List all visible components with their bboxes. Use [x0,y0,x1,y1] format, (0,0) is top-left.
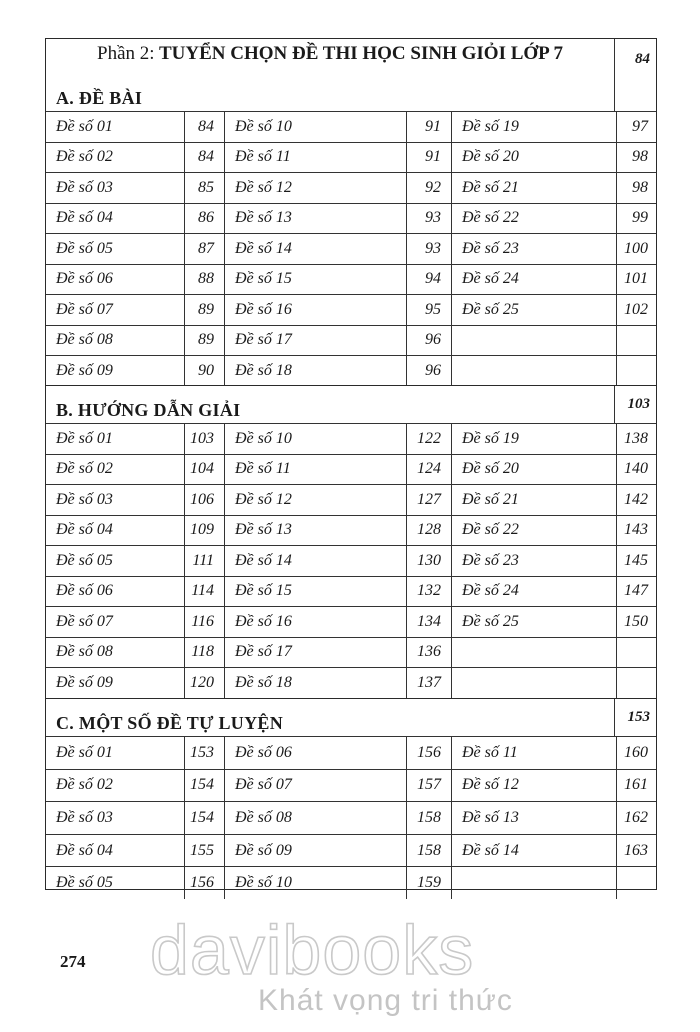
entry-page: 156 [406,737,451,769]
table-row [46,515,656,546]
table-row [46,203,656,234]
entry-label: Đề số 13 [224,516,406,546]
entry-page: 153 [184,737,224,769]
entry-label: Đề số 07 [224,770,406,802]
entry-label: Đề số 06 [224,737,406,769]
entry-label: Đề số 12 [224,485,406,515]
table-of-contents [45,38,657,890]
entry-label: Đề số 05 [56,874,113,892]
entry-label: Đề số 24 [451,265,616,295]
entry-label: Đề số 02 [56,148,113,166]
table-row [46,325,656,356]
table-row [46,606,656,637]
entry-label [451,638,616,668]
section-heading: B. HƯỚNG DẪN GIẢI [56,400,241,420]
entry-label: Đề số 21 [451,485,616,515]
entry-label: Đề số 20 [451,143,616,173]
entry-label: Đề số 15 [224,265,406,295]
entry-label: Đề số 07 [56,612,113,630]
entry-label: Đề số 04 [56,521,113,539]
entry-page: 103 [184,424,224,454]
entry-page: 84 [184,143,224,173]
entry-page: 88 [184,265,224,295]
entry-label: Đề số 20 [451,455,616,485]
entry-page: 118 [184,638,224,668]
section-header [46,385,656,423]
entry-page: 137 [406,668,451,698]
entry-page: 124 [406,455,451,485]
entry-label [451,326,616,356]
table-row [46,834,656,867]
entry-page [616,326,658,356]
table-row [46,172,656,203]
entry-label: Đề số 11 [224,143,406,173]
entry-label: Đề số 03 [56,808,113,826]
entry-page: 92 [406,173,451,203]
entry-page: 116 [184,607,224,637]
entry-label: Đề số 01 [56,743,113,761]
entry-page: 128 [406,516,451,546]
entry-label: Đề số 25 [451,295,616,325]
entry-page: 154 [184,802,224,834]
entry-label: Đề số 18 [224,668,406,698]
entry-page: 158 [406,835,451,867]
entry-page: 104 [184,455,224,485]
entry-label: Đề số 12 [451,770,616,802]
section-header [46,698,656,736]
entry-label: Đề số 11 [224,455,406,485]
table-row [46,355,656,386]
table-row [46,576,656,607]
entry-label: Đề số 08 [224,802,406,834]
entry-page: 138 [616,424,658,454]
entry-page: 109 [184,516,224,546]
entry-page: 94 [406,265,451,295]
entry-label: Đề số 18 [224,356,406,386]
entry-label: Đề số 02 [56,460,113,478]
entry-page: 102 [616,295,658,325]
entry-page: 154 [184,770,224,802]
entry-page: 120 [184,668,224,698]
entry-label: Đề số 06 [56,270,113,288]
section-page-number: 84 [614,39,656,111]
entry-label: Đề số 13 [451,802,616,834]
entry-label: Đề số 14 [224,234,406,264]
part-title-text: TUYỂN CHỌN ĐỀ THI HỌC SINH GIỎI LỚP 7 [158,43,563,64]
entry-page: 163 [616,835,658,867]
entry-label: Đề số 14 [451,835,616,867]
entry-page: 86 [184,204,224,234]
entry-label: Đề số 23 [451,546,616,576]
entry-page: 155 [184,835,224,867]
entry-page: 99 [616,204,658,234]
entry-label: Đề số 13 [224,204,406,234]
entry-label: Đề số 06 [56,582,113,600]
entry-label [451,867,616,899]
entry-page: 145 [616,546,658,576]
entry-page: 147 [616,577,658,607]
entry-page: 157 [406,770,451,802]
entry-label: Đề số 04 [56,209,113,227]
entry-label: Đề số 19 [451,424,616,454]
entry-label: Đề số 10 [224,424,406,454]
entry-page: 98 [616,173,658,203]
entry-page: 87 [184,234,224,264]
entry-label: Đề số 14 [224,546,406,576]
entry-page: 97 [616,112,658,142]
entry-label: Đề số 02 [56,776,113,794]
entry-page: 91 [406,112,451,142]
entry-page: 84 [184,112,224,142]
entry-label: Đề số 10 [224,112,406,142]
entry-page [616,867,658,899]
entry-page: 91 [406,143,451,173]
entry-label: Đề số 10 [224,867,406,899]
entry-page: 134 [406,607,451,637]
entry-page: 142 [616,485,658,515]
part-title-prefix: Phần 2: [97,43,155,64]
entry-label: Đề số 04 [56,841,113,859]
entry-page: 158 [406,802,451,834]
entry-label: Đề số 23 [451,234,616,264]
entry-label: Đề số 08 [56,643,113,661]
table-row [46,637,656,668]
entry-label: Đề số 19 [451,112,616,142]
entry-page: 96 [406,356,451,386]
entry-label: Đề số 17 [224,638,406,668]
entry-page [616,356,658,386]
entry-label [451,668,616,698]
table-row [46,264,656,295]
table-row [46,769,656,802]
entry-page: 160 [616,737,658,769]
section-page-number: 153 [614,699,656,736]
section-heading: A. ĐỀ BÀI [56,88,143,108]
page-number: 274 [60,952,86,971]
entry-page: 127 [406,485,451,515]
table-row [46,142,656,173]
table-row [46,736,656,769]
entry-page [616,668,658,698]
entry-label: Đề số 09 [56,673,113,691]
entry-page [616,638,658,668]
entry-label: Đề số 08 [56,331,113,349]
entry-label: Đề số 03 [56,178,113,196]
entry-page: 93 [406,234,451,264]
entry-page: 85 [184,173,224,203]
part-title [46,43,614,65]
entry-page: 98 [616,143,658,173]
section-header [46,39,656,111]
entry-page: 136 [406,638,451,668]
entry-label [451,356,616,386]
entry-label: Đề số 21 [451,173,616,203]
entry-label: Đề số 11 [451,737,616,769]
table-row [46,801,656,834]
entry-label: Đề số 01 [56,117,113,135]
entry-label: Đề số 24 [451,577,616,607]
entry-page: 111 [184,546,224,576]
entry-label: Đề số 22 [451,204,616,234]
entry-label: Đề số 17 [224,326,406,356]
table-row [46,667,656,698]
entry-page: 95 [406,295,451,325]
entry-label: Đề số 03 [56,490,113,508]
table-row [46,294,656,325]
table-row [46,423,656,454]
entry-page: 132 [406,577,451,607]
entry-label: Đề số 22 [451,516,616,546]
entry-page: 89 [184,295,224,325]
entry-page: 159 [406,867,451,899]
entry-label: Đề số 09 [224,835,406,867]
entry-page: 143 [616,516,658,546]
table-row [46,545,656,576]
entry-page: 130 [406,546,451,576]
table-row [46,484,656,515]
entry-page: 89 [184,326,224,356]
brand-tagline: Khát vọng tri thức [258,984,513,1017]
entry-page: 100 [616,234,658,264]
entry-label: Đề số 05 [56,239,113,257]
entry-label: Đề số 25 [451,607,616,637]
entry-label: Đề số 16 [224,295,406,325]
table-row [46,454,656,485]
section-heading: C. MỘT SỐ ĐỀ TỰ LUYỆN [56,713,284,733]
entry-page: 122 [406,424,451,454]
brand-watermark: davibooks [150,911,475,989]
table-row [46,866,656,899]
entry-page: 90 [184,356,224,386]
entry-page: 162 [616,802,658,834]
entry-page: 101 [616,265,658,295]
entry-page: 156 [184,867,224,899]
entry-page: 96 [406,326,451,356]
entry-page: 93 [406,204,451,234]
entry-label: Đề số 01 [56,429,113,447]
table-row [46,233,656,264]
section-page-number: 103 [614,386,656,423]
entry-page: 150 [616,607,658,637]
entry-label: Đề số 05 [56,551,113,569]
entry-page: 161 [616,770,658,802]
entry-page: 140 [616,455,658,485]
entry-label: Đề số 09 [56,361,113,379]
entry-page: 106 [184,485,224,515]
entry-page: 114 [184,577,224,607]
entry-label: Đề số 16 [224,607,406,637]
table-row [46,111,656,142]
entry-label: Đề số 12 [224,173,406,203]
entry-label: Đề số 07 [56,300,113,318]
entry-label: Đề số 15 [224,577,406,607]
